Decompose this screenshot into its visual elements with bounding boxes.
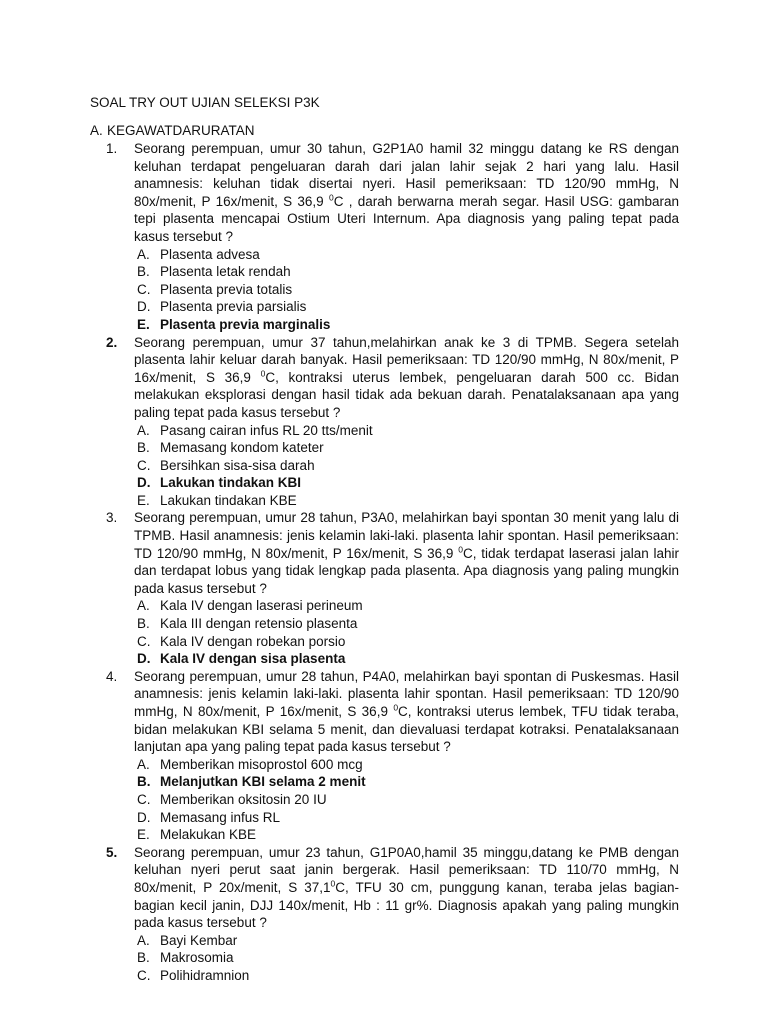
answer-options (0, 246, 768, 334)
question-number: 1. (106, 141, 118, 156)
question-3 (0, 509, 768, 667)
option-e: E. Plasenta previa marginalis (137, 316, 331, 332)
option-e: E. Melakukan KBE (137, 827, 257, 843)
question-text: Seorang perempuan, umur 23 tahun, G1P0A0,hamil 35 minggu,datang ke PMB dengan keluhan nyeri perut saat janin bergerak. Hasil pemeriksaan: TD 110/70 mmHg, N 80x/menit, P 20x/menit, S 37,1$^0$C, TFU 30 cm, punggung kanan, teraba jelas bagian-bagian kecil janin, DJJ 140x/menit, Hb : 11 gr%. Diagnosis apakah yang paling mungkin pada kasus tersebut ? (134, 844, 679, 931)
answer-options (0, 756, 768, 844)
option-c: C. Memberikan oksitosin 20 IU (137, 791, 327, 807)
section-title: KEGAWATDARURATAN (107, 123, 255, 138)
question-1 (0, 140, 768, 334)
option-c: C. Bersihkan sisa-sisa darah (137, 457, 315, 473)
option-b: B. Memasang kondom kateter (137, 440, 324, 456)
answer-options (0, 422, 768, 510)
option-c: C. Plasenta previa totalis (137, 281, 293, 297)
question-text: Seorang perempuan, umur 28 tahun, P3A0, melahirkan bayi spontan 30 menit yang lalu di TPMB. Hasil anamnesis: jenis kelamin laki-laki. plasenta lahir spontan. Hasil pemeriksaan: TD 120/90 mmHg, N 80x/menit, P 16x/menit, S 36,9 $^0$C, tidak terdapat laserasi jalan lahir dan terdapat lobus yang tidak lengkap pada plasenta. Apa diagnosis yang paling mungkin pada kasus tersebut ? (134, 510, 680, 596)
option-d: D. Kala IV dengan sisa plasenta (137, 651, 346, 667)
question-number: 5. (106, 844, 118, 860)
document-title: SOAL TRY OUT UJIAN SELEKSI P3K (90, 95, 320, 110)
option-a: A. Pasang cairan infus RL 20 tts/menit (137, 422, 373, 438)
question-2 (0, 334, 768, 510)
question-text: Seorang perempuan, umur 30 tahun, G2P1A0 hamil 32 minggu datang ke RS dengan keluhan terdapat pengeluaran darah dari jalan lahir sejak 2 hari yang lalu. Hasil anamnesis: keluhan tidak disertai nyeri. Hasil pemeriksaan: TD 120/90 mmHg, N 80x/menit, P 16x/menit, S 36,9 $^0$C , darah berwarna merah segar. Hasil USG: gambaran tepi plasenta mencapai Ostium Uteri Internum. Apa diagnosis yang paling tepat pada kasus tersebut ? (134, 141, 679, 244)
question-5 (0, 844, 768, 985)
option-d: D. Plasenta previa parsialis (137, 299, 307, 315)
degree-superscript: 0 (458, 544, 463, 555)
answer-options (0, 932, 768, 985)
option-d: D. Memasang infus RL (137, 809, 281, 825)
degree-superscript: 0 (260, 368, 266, 379)
question-number: 4. (106, 668, 118, 684)
option-e: E. Lakukan tindakan KBE (137, 492, 297, 508)
option-a: A. Kala IV dengan laserasi perineum (137, 598, 363, 614)
question-number: 3. (106, 510, 118, 526)
option-b: B. Plasenta letak rendah (137, 264, 291, 280)
degree-superscript: 0 (330, 878, 336, 889)
degree-superscript: 0 (393, 702, 399, 713)
section-heading (90, 122, 255, 140)
degree-superscript: 0 (328, 192, 334, 203)
question-number: 2. (106, 334, 118, 350)
option-c: C. Polihidramnion (137, 967, 250, 983)
option-d: D. Lakukan tindakan KBI (137, 475, 302, 491)
question-text: Seorang perempuan, umur 28 tahun, P4A0, melahirkan bayi spontan di Puskesmas. Hasil anamnesis: jenis kelamin laki-laki. plasenta lahir spontan. Hasil pemeriksaan: TD 120/90 mmHg, N 80x/menit, P 16x/menit, S 36,9 $^0$C, kontraksi uterus lembek, TFU tidak teraba, bidan melakukan KBI selama 5 menit, dan dievaluasi terdapat kotraksi. Penatalaksanaan lanjutan apa yang paling tepat pada kasus tersebut ? (134, 668, 680, 755)
option-b: B. Makrosomia (137, 950, 234, 966)
option-a: A. Bayi Kembar (137, 932, 238, 948)
question-text: Seorang perempuan, umur 37 tahun,melahirkan anak ke 3 di TPMB. Segera setelah plasenta lahir keluar darah banyak. Hasil pemeriksaan: TD 120/90 mmHg, N 80x/menit, P 16x/menit, S 36,9 $^0$C, kontraksi uterus lembek, pengeluaran darah 500 cc. Bidan melakukan eksplorasi dengan hasil tidak ada bekuan darah. Penatalaksanaan apa yang paling tepat pada kasus tersebut ? (134, 334, 680, 420)
section-letter: A. (90, 123, 103, 138)
option-b: B. Kala III dengan retensio plasenta (137, 616, 358, 632)
answer-options (0, 597, 768, 667)
question-4 (0, 668, 768, 844)
option-a: A. Memberikan misoprostol 600 mcg (137, 756, 363, 772)
option-c: C. Kala IV dengan robekan porsio (137, 633, 346, 649)
option-b: B. Melanjutkan KBI selama 2 menit (137, 774, 366, 790)
option-a: A. Plasenta advesa (137, 246, 260, 262)
question-list (0, 140, 768, 985)
